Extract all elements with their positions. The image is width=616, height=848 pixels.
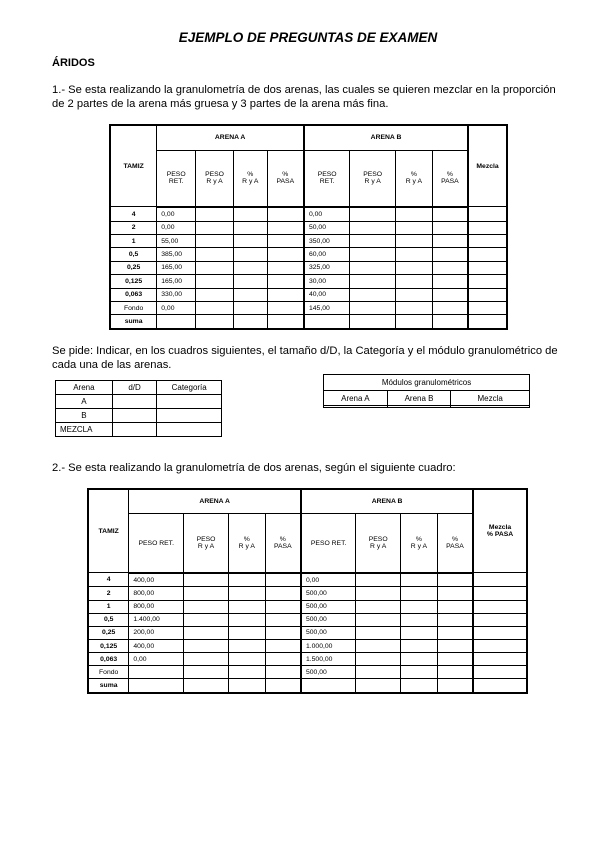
se-pide-line-1: Se pide: Indicar, en los cuadros siguientes, el tamaño d/D, la Categoría y el módulo granulométrico de (52, 345, 558, 357)
pct-ryr-header-a: % R y A (228, 514, 265, 573)
mezcla-header: Mezcla (468, 125, 507, 207)
se-pide-line-2: cada una de las arenas. (52, 359, 172, 371)
modules-table (323, 374, 530, 408)
mezcla-header: Mezcla % PASA (473, 489, 527, 573)
pct-ryr-header-a: % R y A (233, 150, 267, 207)
peso-ryr-header-b: PESO R y A (356, 514, 401, 573)
cat-header-categoria: Categoría (157, 381, 222, 395)
peso-ret-header-a: PESO RET. (129, 514, 184, 573)
pct-pasa-header-b: % PASA (432, 150, 468, 207)
pct-pasa-header-a: % PASA (267, 150, 304, 207)
table-row: 0,063 330,00 40,00 (110, 288, 507, 301)
page-title: EJEMPLO DE PREGUNTAS DE EXAMEN (178, 30, 438, 45)
pct-ryr-header-b: % R y A (401, 514, 438, 573)
peso-ret-header-b: PESO RET. (301, 514, 356, 573)
section-heading: ÁRIDOS (52, 57, 95, 69)
mod-header-arena-a: Arena A (324, 390, 388, 406)
mod-header-mezcla: Mezcla (451, 390, 530, 406)
question-2-text: 2.- Se esta realizando la granulometría de dos arenas, según el siguiente cuadro: (52, 462, 456, 474)
table-row: 0,125 165,00 30,00 (110, 275, 507, 288)
table-row: 0,25 165,00 325,00 (110, 261, 507, 274)
table-row: 0,063 0,00 1.500,00 (88, 653, 527, 666)
table-row: Fondo 500,00 (88, 666, 527, 679)
tamiz-header: TAMIZ (110, 125, 157, 207)
table-row: MEZCLA (56, 423, 222, 437)
table-row: 4 400,00 0,00 (88, 573, 527, 587)
category-table (55, 380, 222, 437)
cat-header-dd: d/D (112, 381, 157, 395)
peso-ryr-header-a: PESO R y A (184, 514, 229, 573)
pct-ryr-header-b: % R y A (396, 150, 433, 207)
table-row: suma (110, 315, 507, 329)
modules-title: Módulos granulométricos (324, 375, 530, 391)
arena-b-header: ARENA B (304, 125, 468, 150)
table-row: B (56, 409, 222, 423)
peso-ryr-header-b: PESO R y A (350, 150, 396, 207)
peso-ryr-header-a: PESO R y A (196, 150, 234, 207)
se-pide-text (52, 344, 558, 372)
table-row: suma (88, 679, 527, 693)
arena-a-header: ARENA A (129, 489, 301, 514)
table-row: 0,5 385,00 60,00 (110, 248, 507, 261)
granulometry-table-2 (87, 488, 528, 694)
table-row: 4 0,00 0,00 (110, 207, 507, 221)
arena-a-header: ARENA A (157, 125, 304, 150)
arena-b-header: ARENA B (301, 489, 473, 514)
peso-ret-header-a: PESO RET. (157, 150, 196, 207)
cat-header-arena: Arena (56, 381, 113, 395)
table-row: 1 55,00 350,00 (110, 235, 507, 248)
table-row (324, 406, 530, 408)
table-row: Fondo 0,00 145,00 (110, 301, 507, 314)
table-row: A (56, 395, 222, 409)
granulometry-table-1 (109, 124, 508, 330)
question-1-text (52, 83, 556, 111)
question-1-line-2: de 2 partes de la arena más gruesa y 3 partes de la arena más fina. (52, 98, 389, 110)
question-1-line-1: 1.- Se esta realizando la granulometría de dos arenas, las cuales se quieren mezclar en la proporción (52, 84, 556, 96)
table-row: 0,125 400,00 1.000,00 (88, 640, 527, 653)
table-row: 0,25 200,00 500,00 (88, 626, 527, 639)
table-row: 2 800,00 500,00 (88, 587, 527, 600)
mod-header-arena-b: Arena B (387, 390, 451, 406)
table-row: 2 0,00 50,00 (110, 221, 507, 234)
pct-pasa-header-b: % PASA (437, 514, 473, 573)
table-row: 1 800,00 500,00 (88, 600, 527, 613)
pct-pasa-header-a: % PASA (265, 514, 301, 573)
peso-ret-header-b: PESO RET. (304, 150, 350, 207)
table-row: 0,5 1.400,00 500,00 (88, 613, 527, 626)
tamiz-header: TAMIZ (88, 489, 129, 573)
